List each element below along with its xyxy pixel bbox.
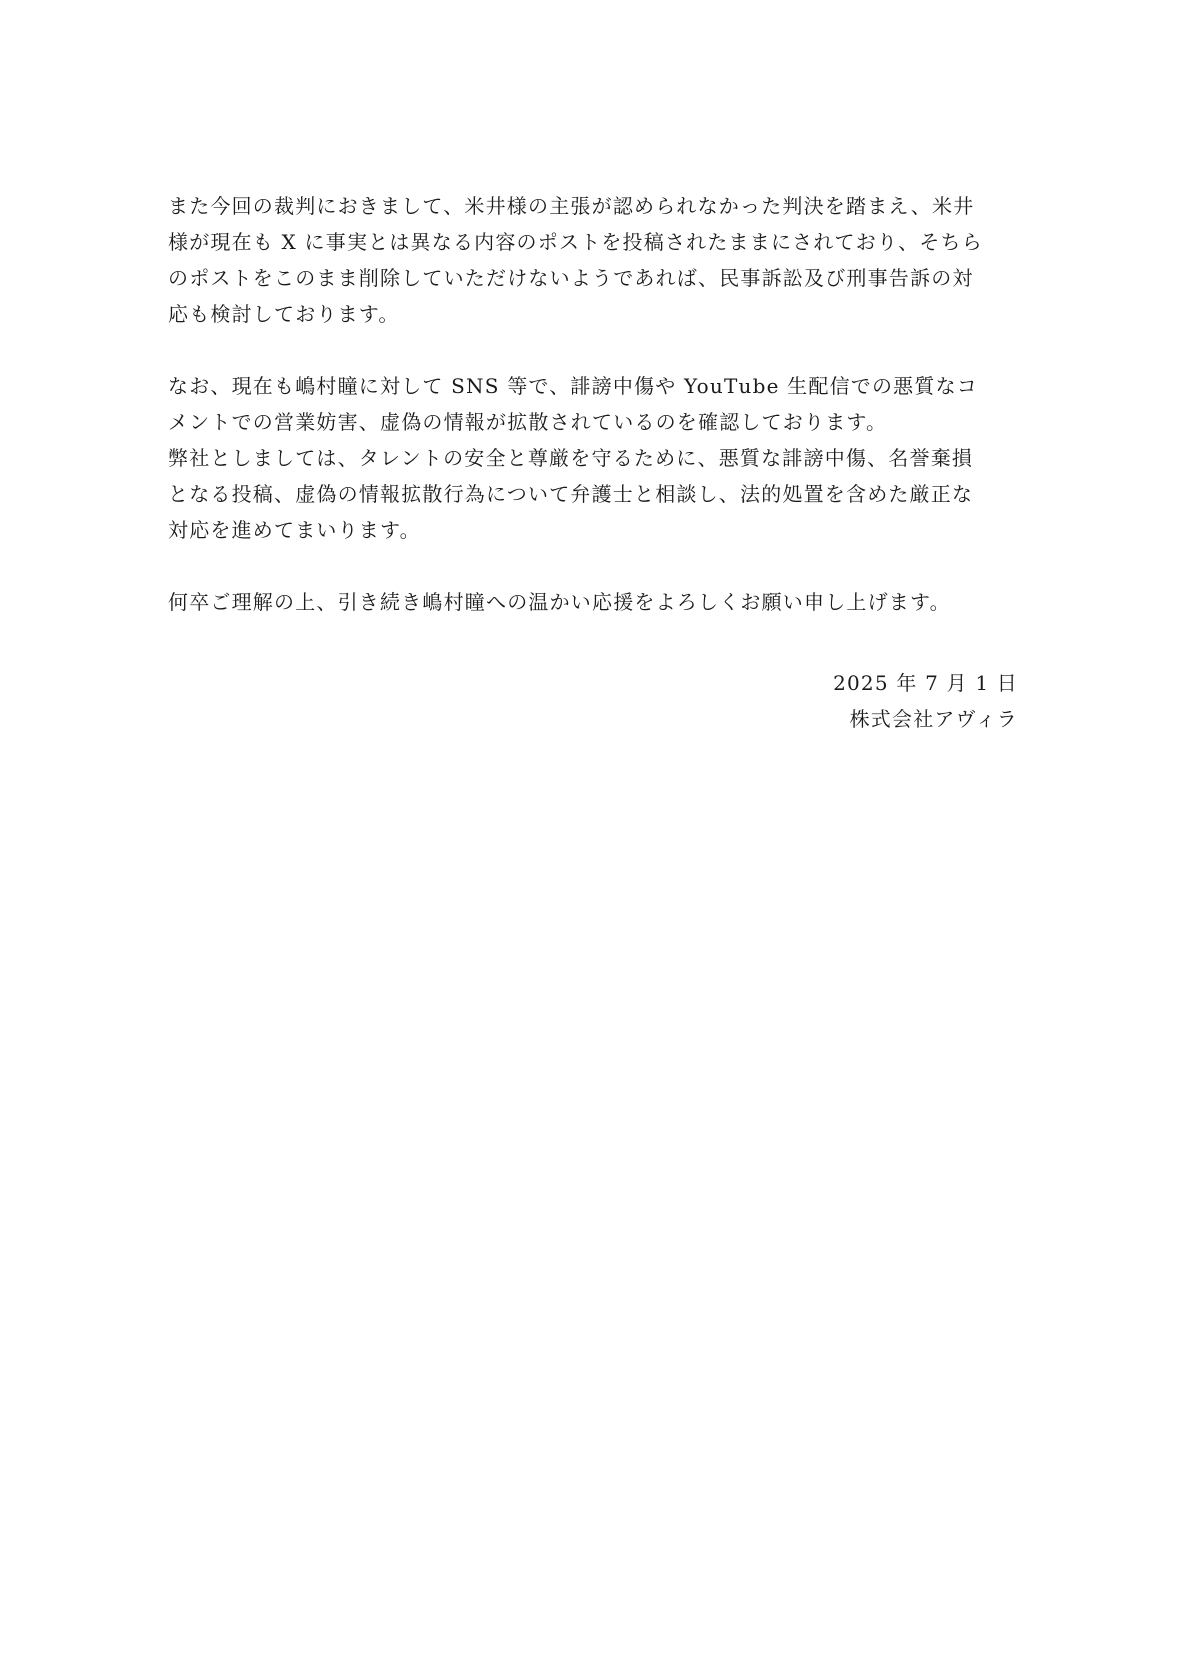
paragraph-gap <box>168 548 1018 584</box>
document-body <box>168 188 1018 620</box>
paragraph-1-line-1: また今回の裁判におきまして、米井様の主張が認められなかった判決を踏まえ、米井 <box>168 194 975 218</box>
paragraph-3-line-1: 何卒ご理解の上、引き続き嶋村瞳への温かい応援をよろしくお願い申し上げます。 <box>168 590 951 614</box>
company-name: 株式会社アヴィラ <box>849 707 1018 731</box>
paragraph-1-line-3: のポストをこのまま削除していただけないようであれば、民事訴訟及び刑事告訴の対 <box>168 266 974 290</box>
paragraph-1-line-2: 様が現在も X に事実とは異なる内容のポストを投稿されたままにされており、そちら <box>168 230 983 254</box>
paragraph-2-line-5: 対応を進めてまいります。 <box>168 518 421 542</box>
paragraph-2-line-3: 弊社としましては、タレントの安全と尊厳を守るために、悪質な誹謗中傷、名誉棄損 <box>168 446 974 470</box>
paragraph-1-line-4: 応も検討しております。 <box>168 302 400 326</box>
paragraph-2-line-1: なお、現在も嶋村瞳に対して SNS 等で、誹謗中傷や YouTube 生配信での悪質なコ <box>168 374 978 398</box>
paragraph-2-line-2: メントでの営業妨害、虚偽の情報が拡散されているのを確認しております。 <box>168 410 888 434</box>
document-closing <box>833 665 1018 737</box>
paragraph-gap <box>168 332 1018 368</box>
document-date: 2025 年 7 月 1 日 <box>833 671 1018 695</box>
paragraph-2-line-4: となる投稿、虚偽の情報拡散行為について弁護士と相談し、法的処置を含めた厳正な <box>168 482 974 506</box>
